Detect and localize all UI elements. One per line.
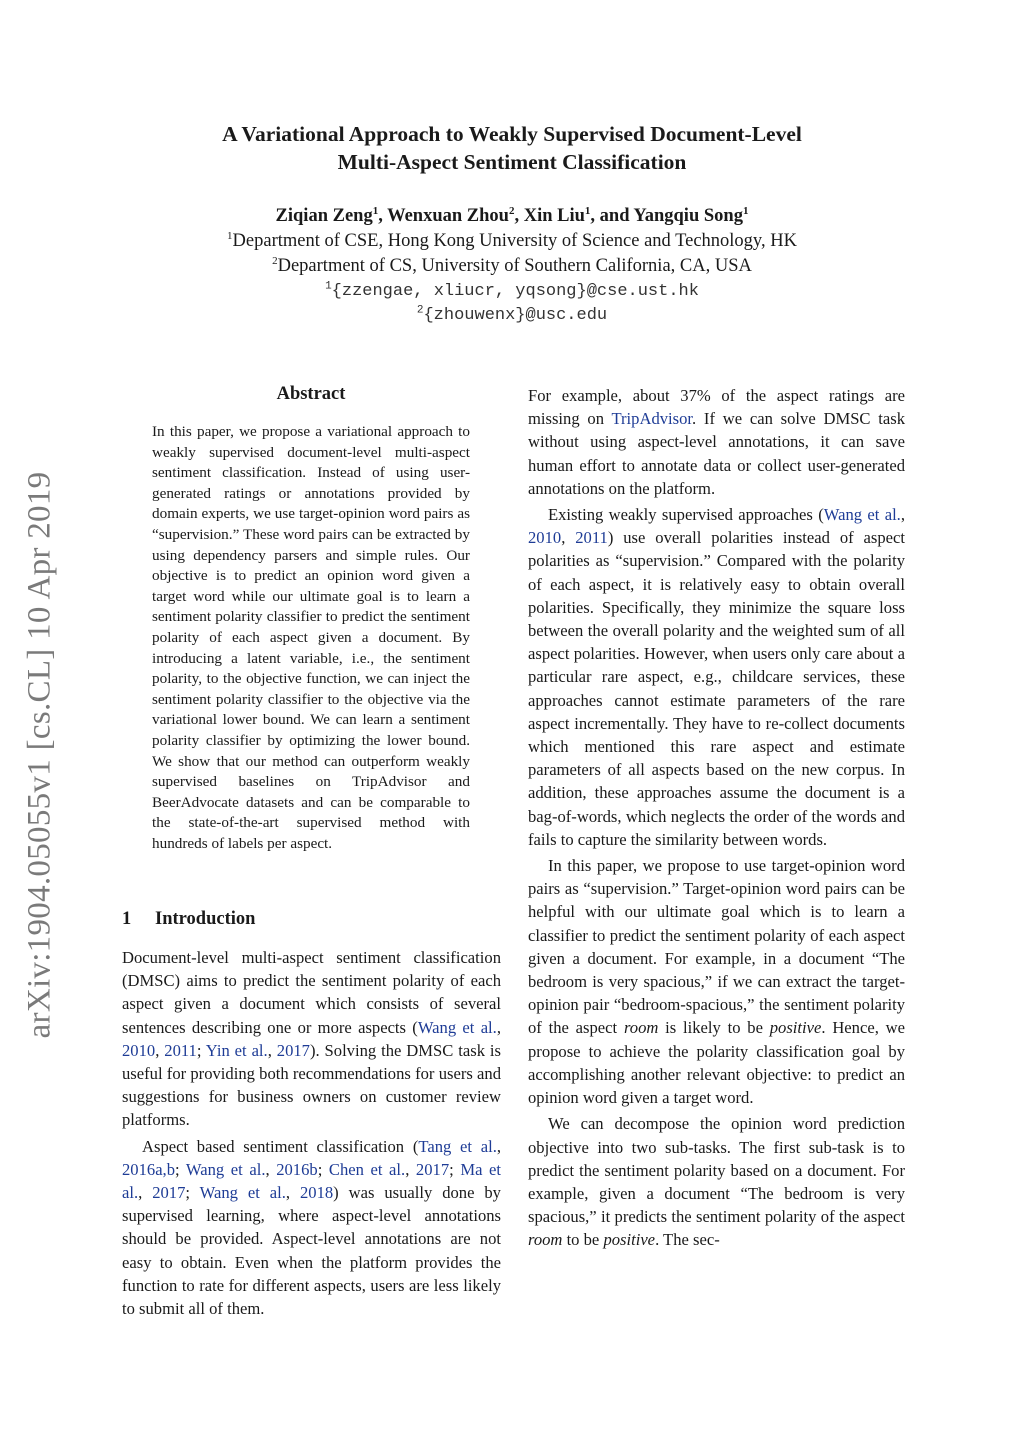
citation-link[interactable]: Ma et al. <box>122 1159 501 1203</box>
body-text: We can decompose the opinion word prediction objective into two sub-tasks. The first sub-task is to predict the sentiment polarity based on a document. For example, given a document “The bedroom is very spacious,” it predicts the sentiment polarity of the aspect <box>528 1114 905 1227</box>
author-name: Ziqian Zeng <box>275 206 373 226</box>
section-number: 1 <box>122 909 132 929</box>
citation-link[interactable]: Yin et al. <box>205 1040 268 1060</box>
section-heading-introduction <box>122 909 502 930</box>
citation-link[interactable]: 2016a,b <box>122 1159 175 1179</box>
citation-link[interactable]: Wang et al. <box>823 505 901 525</box>
affiliation-text: Department of CS, University of Southern California, CA, USA <box>277 256 752 276</box>
affiliation-marker: 1 <box>742 204 749 217</box>
body-text: , <box>285 1183 300 1203</box>
arxiv-sidebar <box>14 450 66 1060</box>
author-list <box>130 206 894 227</box>
intro-paragraph-3 <box>528 384 905 500</box>
body-text: , <box>155 1040 165 1060</box>
body-text: , <box>496 1017 501 1037</box>
abstract-heading: Abstract <box>276 384 346 404</box>
citation-link[interactable]: 2017 <box>276 1040 310 1060</box>
body-text: , <box>900 505 905 525</box>
email-line-1 <box>130 282 894 301</box>
affiliation-marker: 1 <box>325 280 332 293</box>
email-text: {zzengae, xliucr, yqsong}@cse.ust.hk <box>331 282 699 301</box>
intro-paragraph-5 <box>528 854 905 1109</box>
affiliation-marker: 2 <box>272 254 278 267</box>
citation-link[interactable]: 2010 <box>122 1040 156 1060</box>
body-text: Document-level multi-aspect sentiment classification (DMSC) aims to predict the sentiment polarity of each aspect given a document which consists of several sentences describing one or more aspects ( <box>122 948 501 1037</box>
body-text: In this paper, we propose to use target-opinion word pairs as “supervision.” Target-opinion word pairs can be helpful with our ultimate goal which is to learn a classifier to predict the sentiment polarity of each aspect given a document. For example, in a document “The bedroom is very spacious,” if we can extract the target-opinion pair “bedroom-spacious,” the sentiment polarity of the aspect <box>528 856 905 1038</box>
body-text: Existing weakly supervised approaches ( <box>548 505 824 525</box>
intro-paragraph-4 <box>528 503 905 851</box>
citation-link[interactable]: 2016b <box>276 1159 318 1179</box>
body-text: ). Solving the DMSC task is useful for providing both recommendations for users and suggestions for business owners on customer review platforms. <box>122 1040 501 1130</box>
citation-link[interactable]: Tang et al. <box>418 1136 497 1156</box>
body-text: , <box>405 1159 416 1179</box>
affiliation-marker: 1 <box>372 204 379 217</box>
emphasis-text: positive <box>769 1018 822 1038</box>
body-text: , <box>496 1136 501 1156</box>
citation-link[interactable]: Wang et al. <box>185 1159 266 1179</box>
body-text: ) use overall polarities instead of aspect polarities as “supervision.” Compared with the polarity of each aspect, it is relatively easy to obtain overall polarities. Specifically, they minimize the square loss between the overall polarity and the weighted sum of all aspect polarities. However, when users only care about a particular rare aspect, e.g., childcare services, these approaches cannot estimate parameters of the rare aspect incrementally. They have to re-collect documents which mentioned this rare aspect and estimate parameters of all aspects based on the new corpus. In addition, these approaches assume the document is a bag-of-words, which neglects the order of the words and fails to capture the similarity between words. <box>528 528 906 849</box>
citation-link[interactable]: 2017 <box>152 1183 186 1203</box>
author-name: , Wenxuan Zhou <box>378 206 509 226</box>
citation-link[interactable]: 2010 <box>528 528 562 548</box>
arxiv-identifier: arXiv:1904.05055v1 [cs.CL] 10 Apr 2019 <box>21 471 58 1039</box>
right-column <box>528 384 905 1252</box>
body-text: ; <box>449 1159 461 1179</box>
body-text: ; <box>317 1159 329 1179</box>
emphasis-text: positive <box>603 1230 656 1250</box>
affiliation-2 <box>130 256 894 277</box>
emphasis-text: room <box>623 1018 659 1038</box>
paper-title <box>130 120 894 176</box>
body-text: . Hence, we propose to achieve the polarity classification goal by accomplishing another relevant objective: to predict an opinion word given a target word. <box>528 1018 905 1108</box>
body-text: , <box>265 1159 277 1179</box>
body-text: ; <box>196 1040 206 1060</box>
emphasis-text: room <box>528 1230 563 1250</box>
citation-link[interactable]: 2017 <box>415 1159 450 1179</box>
intro-paragraph-2 <box>122 1135 501 1321</box>
affiliation-marker: 2 <box>508 204 515 217</box>
abstract-paragraph: In this paper, we propose a variational approach to weakly supervised document-level multi-aspect sentiment classification. Instead of using user-generated ratings or annotations provided by domain experts, we use target-opinion word pairs as “supervision.” These word pairs can be extracted by using dependency parsers and simple rules. Our objective is to predict an opinion word given a target word while our ultimate goal is to learn a sentiment polarity classifier to predict the sentiment polarity of each aspect given a document. By introducing a latent variable, i.e., the sentiment polarity, to the objective function, we can inject the sentiment polarity classifier to the objective via the variational lower bound. We can learn a sentiment polarity classifier by optimizing the lower bound. We show that our method can outperform weakly supervised baselines on TripAdvisor and BeerAdvocate datasets and can be comparable to the state-of-the-art supervised method with hundreds of labels per aspect. <box>152 423 470 852</box>
tripadvisor-link[interactable]: TripAdvisor <box>611 409 693 429</box>
body-text: . The sec- <box>655 1230 720 1250</box>
citation-link[interactable]: 2018 <box>299 1183 334 1203</box>
title-line-1: A Variational Approach to Weakly Supervised Document-Level <box>222 122 802 146</box>
citation-link[interactable]: 2011 <box>575 528 608 548</box>
body-text: . If we can solve DMSC task without using aspect-level annotations, it can save human effort to annotate data or collect user-generated annotations on the platform. <box>528 409 905 498</box>
citation-link[interactable]: 2011 <box>164 1040 197 1060</box>
email-line-2 <box>130 306 894 325</box>
body-text: For example, about 37% of the aspect ratings are missing on <box>528 386 905 429</box>
body-text: to be <box>562 1230 604 1250</box>
intro-paragraph-6 <box>528 1112 905 1251</box>
body-text: , <box>561 528 576 548</box>
citation-link[interactable]: Chen et al. <box>328 1159 406 1179</box>
body-text: Aspect based sentiment classification ( <box>142 1136 419 1156</box>
citation-link[interactable]: Wang et al. <box>417 1017 497 1037</box>
section-title: Introduction <box>155 909 256 929</box>
citation-link[interactable]: Wang et al. <box>199 1183 286 1203</box>
author-name: , and Yangqiu Song <box>590 206 743 226</box>
affiliation-marker: 2 <box>416 304 424 317</box>
body-text: , <box>138 1183 153 1203</box>
body-text: ) was usually done by supervised learning, where aspect-level annotations should be provided. Aspect-level annotations are not easy to obtain. Even when the platform provides the function to rate for different aspects, users are less likely to submit all of them. <box>122 1183 501 1319</box>
body-text: , <box>267 1040 277 1060</box>
body-text: ; <box>175 1159 186 1179</box>
affiliation-1 <box>130 231 894 252</box>
body-text: is likely to be <box>658 1018 770 1038</box>
email-text: {zhouwenx}@usc.edu <box>423 306 608 325</box>
abstract-text <box>152 422 470 854</box>
body-text: ; <box>185 1183 200 1203</box>
intro-paragraph-1 <box>122 946 501 1132</box>
affiliation-text: Department of CSE, Hong Kong University of Science and Technology, HK <box>232 231 797 251</box>
title-line-2: Multi-Aspect Sentiment Classification <box>337 150 687 174</box>
left-column <box>122 946 501 1320</box>
affiliation-marker: 1 <box>227 229 233 242</box>
author-name: , Xin Liu <box>514 206 585 226</box>
affiliation-marker: 1 <box>584 204 591 217</box>
